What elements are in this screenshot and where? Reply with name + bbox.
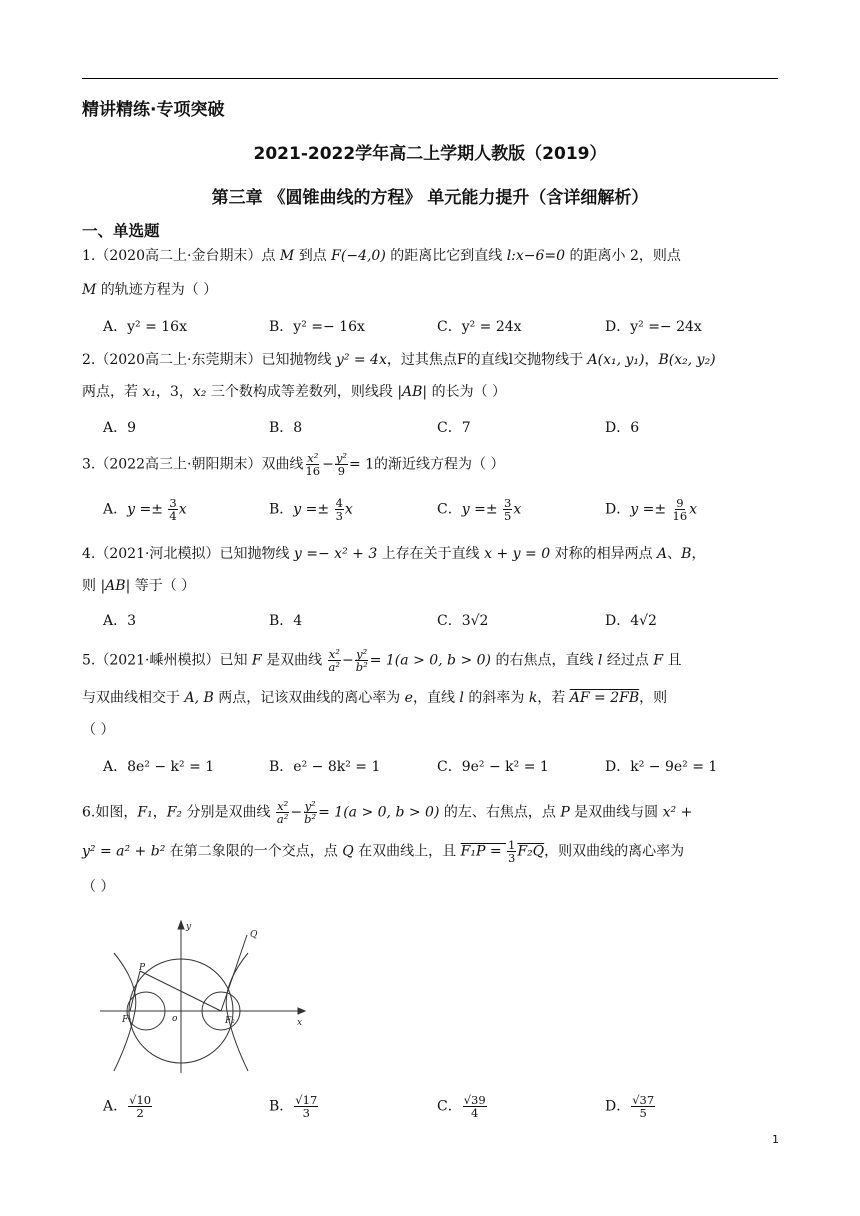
question-source: （2020高二上·金台期末） (95, 248, 262, 264)
q3-option-a: A．y =± $\frac{3}{4}$ x (103, 496, 187, 523)
text: ， (644, 352, 659, 368)
text: 则 (82, 578, 101, 594)
label-q: Q (250, 930, 258, 940)
q3-option-b: B．y =± $\frac{4}{3}$ x (269, 496, 353, 523)
q3-option-d: D．y =± $\frac{9}{16}$ x (605, 496, 698, 523)
math-k: k (528, 690, 538, 706)
q6-option-d: D． $\frac{√37}{5}$ (605, 1093, 655, 1120)
q4-option-b: B．4 (269, 613, 303, 629)
q2-option-c: C．7 (437, 420, 471, 436)
q4-option-d: D．4√2 (605, 613, 657, 629)
math-condition: = 1(a > 0, b > 0) (369, 652, 492, 669)
math-l: l (597, 652, 603, 669)
label-f1: F₁ (122, 1015, 132, 1025)
math-circle: x² + (662, 804, 693, 821)
math-x2: x₂ (192, 384, 207, 400)
label-x: x (297, 1018, 303, 1028)
y-axis-arrow (178, 921, 184, 929)
text: 两点，记该双曲线的离心率为 (213, 690, 405, 706)
segment-f2q (221, 935, 247, 1011)
text: ，则 (639, 690, 668, 706)
math-b: B (681, 546, 692, 562)
label-f2: F₂ (225, 1016, 235, 1026)
q4-option-a: A．3 (103, 613, 137, 629)
label-o: o (172, 1014, 178, 1024)
text: 是双曲线 (261, 652, 327, 669)
math-f1: F₁ (137, 804, 153, 821)
q5-option-b: B．e² − 8k² = 1 (269, 759, 381, 775)
question-1-line-1 (82, 246, 681, 266)
q6-option-a: A． $\frac{√10}{2}$ (103, 1093, 152, 1120)
q1-option-c: C．y² = 24x (437, 319, 522, 335)
question-6-line-1: 6.如图，F₁，F₂ 分别是双曲线 $\frac{\text{x²}}{\text{a²}}$ − $\frac{\text{y²}}{\text{b²}}$ = 1(a > 0, b > 0) 的左、右焦点，点 P 是双曲线与圆 x² + (82, 799, 693, 826)
text: ，直线 (412, 690, 460, 706)
text: 点 (261, 248, 280, 264)
question-2-line-2 (82, 382, 506, 402)
text: 与双曲线相交于 (82, 690, 185, 706)
title-line-2: 第三章 《圆锥曲线的方程》 单元能力提升（含详细解析） (211, 188, 649, 208)
text: 上存在关于直线 (377, 546, 485, 562)
math-point-b: B(x₂, y₂) (658, 352, 716, 368)
q2-option-a: A．9 (103, 420, 137, 436)
label-y: y (186, 922, 192, 932)
text: 已知抛物线 (261, 352, 336, 368)
section-heading: 一、单选题 (82, 222, 160, 240)
text: ， (152, 804, 167, 821)
fraction-y2-9: $\frac{\text{y²}}{9}$ (335, 451, 347, 478)
math-vector-f2q: F₂Q (517, 843, 545, 860)
q6-option-c: C． $\frac{√39}{4}$ (437, 1093, 486, 1120)
brand-heading: 精讲精练·专项突破 (82, 100, 225, 120)
text: ，过其焦点F的直线l交抛物线于 (386, 352, 588, 368)
question-5-line-2 (82, 688, 667, 708)
math-line: x + y = 0 (484, 546, 551, 562)
question-2-line-1 (82, 350, 716, 370)
question-source: （2022高三上·朝阳期末） (95, 456, 262, 473)
q5-option-d: D．k² − 9e² = 1 (605, 759, 718, 775)
question-6-line-2 (82, 839, 684, 864)
text: 在双曲线上，且 (353, 843, 461, 860)
math-p: P (560, 804, 570, 821)
question-source: （2021·嵊州模拟） (95, 652, 220, 669)
math-f-point: F(−4,0) (331, 248, 386, 264)
question-3-line-1: 3.（2022高三上·朝阳期末）双曲线 $\frac{\text{x²}}{16}$ − $\frac{\text{y²}}{9}$ = 1的渐近线方程为（ ） (82, 451, 505, 478)
text: 等于（ ） (130, 578, 196, 594)
label-p: P (139, 963, 146, 973)
text: 的距离小 2，则点 (565, 248, 681, 264)
left-branch (114, 953, 136, 1071)
math-ab: |AB| (397, 384, 428, 400)
math-ab: A, B (184, 690, 214, 706)
math-a: A (657, 546, 668, 562)
q6-option-b: B． $\frac{√17}{3}$ (269, 1093, 318, 1120)
page-number: 1 (772, 1133, 779, 1146)
title-line-1: 2021-2022学年高二上学期人教版（2019） (253, 144, 607, 164)
question-6-line-3: （ ） (82, 879, 115, 895)
math-condition: = 1(a > 0, b > 0) (318, 804, 440, 821)
text: 、 (667, 546, 682, 562)
question-number: 3. (82, 456, 96, 473)
q1-option-b: B．y² =− 16x (269, 319, 365, 335)
question-number: 4. (82, 546, 96, 562)
text: 的斜率为 (463, 690, 529, 706)
math-x1: x₁ (142, 384, 156, 400)
math-vector-f1p: F₁P = (460, 843, 507, 860)
question-1-line-2 (82, 280, 217, 300)
q1-option-d: D．y² =− 24x (605, 319, 702, 335)
text: ， (691, 546, 706, 562)
math-parabola: y =− x² + 3 (293, 546, 378, 562)
text: 是双曲线与圆 (569, 804, 663, 821)
text: 两点，若 (82, 384, 143, 400)
text: 的右焦点，直线 (491, 652, 598, 669)
question-4-line-2 (82, 576, 195, 596)
segment-f1p (130, 971, 140, 1011)
question-source: （2020高二上·东莞期末） (95, 352, 262, 368)
header-rule (82, 78, 778, 79)
question-number: 2. (82, 352, 96, 368)
question-4-line-1 (82, 544, 705, 564)
math-e: e (404, 690, 413, 706)
q5-option-a: A．8e² − k² = 1 (103, 759, 215, 775)
text: 在第二象限的一个交点，点 (165, 843, 343, 860)
math-line-l: l:x−6=0 (506, 248, 566, 264)
math-l: l (459, 690, 464, 706)
text: 的长为（ ） (427, 384, 507, 400)
text: 的轨迹方程为（ ） (96, 282, 218, 298)
math-parabola: y² = 4x (335, 352, 387, 368)
text: ，3， (155, 384, 193, 400)
text: 已知抛物线 (219, 546, 294, 562)
math-f: F (251, 652, 262, 669)
math-ab: |AB| (100, 578, 131, 594)
q1-option-a: A．y² = 16x (103, 319, 187, 335)
q4-option-c: C．3√2 (437, 613, 489, 629)
question-number: 1. (82, 248, 96, 264)
x-axis-arrow (298, 1008, 305, 1014)
text: 如图， (95, 804, 138, 821)
fraction-y2-b2: $\frac{\text{y²}}{\text{b²}}$ (304, 799, 317, 826)
question-5-line-3: （ ） (82, 722, 115, 738)
math-m: M (82, 282, 97, 298)
question-number: 5. (82, 652, 96, 669)
math-f2: F₂ (166, 804, 183, 821)
text: 且 (663, 652, 682, 669)
math-point-a: A(x₁, y₁) (587, 352, 645, 368)
fraction-y2-b2: $\frac{\text{y²}}{\text{b²}}$ (355, 647, 368, 674)
text: 已知 (219, 652, 252, 669)
text: 经过点 (602, 652, 654, 669)
text: ，若 (537, 690, 570, 706)
text: 对称的相异两点 (550, 546, 658, 562)
right-branch (226, 953, 248, 1071)
text: 的渐近线方程为（ ） (374, 456, 505, 473)
text: 的左、右焦点，点 (439, 804, 561, 821)
fraction-x2-a2: $\frac{\text{x²}}{\text{a²}}$ (276, 799, 289, 826)
math-f: F (653, 652, 664, 669)
math-m: M (279, 248, 295, 264)
fraction-x2-a2: $\frac{\text{x²}}{\text{a²}}$ (328, 647, 340, 674)
text: 三个数构成等差数列，则线段 (206, 384, 398, 400)
q3-option-c: C．y =± $\frac{3}{5}$ x (437, 496, 522, 523)
hyperbola-figure (100, 913, 310, 1078)
q5-option-c: C．9e² − k² = 1 (437, 759, 549, 775)
text: 分别是双曲线 (182, 804, 275, 821)
fraction-one-third: $\frac{1}{3}$ (508, 838, 516, 865)
math-circle: y² = a² + b² (82, 843, 166, 860)
text: ，则双曲线的离心率为 (544, 843, 685, 860)
q2-option-b: B．8 (269, 420, 303, 436)
text: 到点 (294, 248, 332, 264)
fraction-x2-16: $\frac{\text{x²}}{16}$ (305, 451, 321, 478)
q2-option-d: D．6 (605, 420, 640, 436)
question-source: （2021·河北模拟） (95, 546, 220, 562)
question-5-line-1: 5.（2021·嵊州模拟）已知 F 是双曲线 $\frac{\text{x²}}{\text{a²}}$ − $\frac{\text{y²}}{\text{b²}}$ = 1(a > 0, b > 0) 的右焦点，直线 l 经过点 F 且 (82, 647, 682, 674)
question-number: 6. (82, 804, 96, 821)
text: 的距离比它到直线 (385, 248, 507, 264)
math-q: Q (342, 843, 354, 860)
text: 双曲线 (261, 456, 304, 473)
math-vector-eq: AF = 2FB (569, 690, 640, 706)
